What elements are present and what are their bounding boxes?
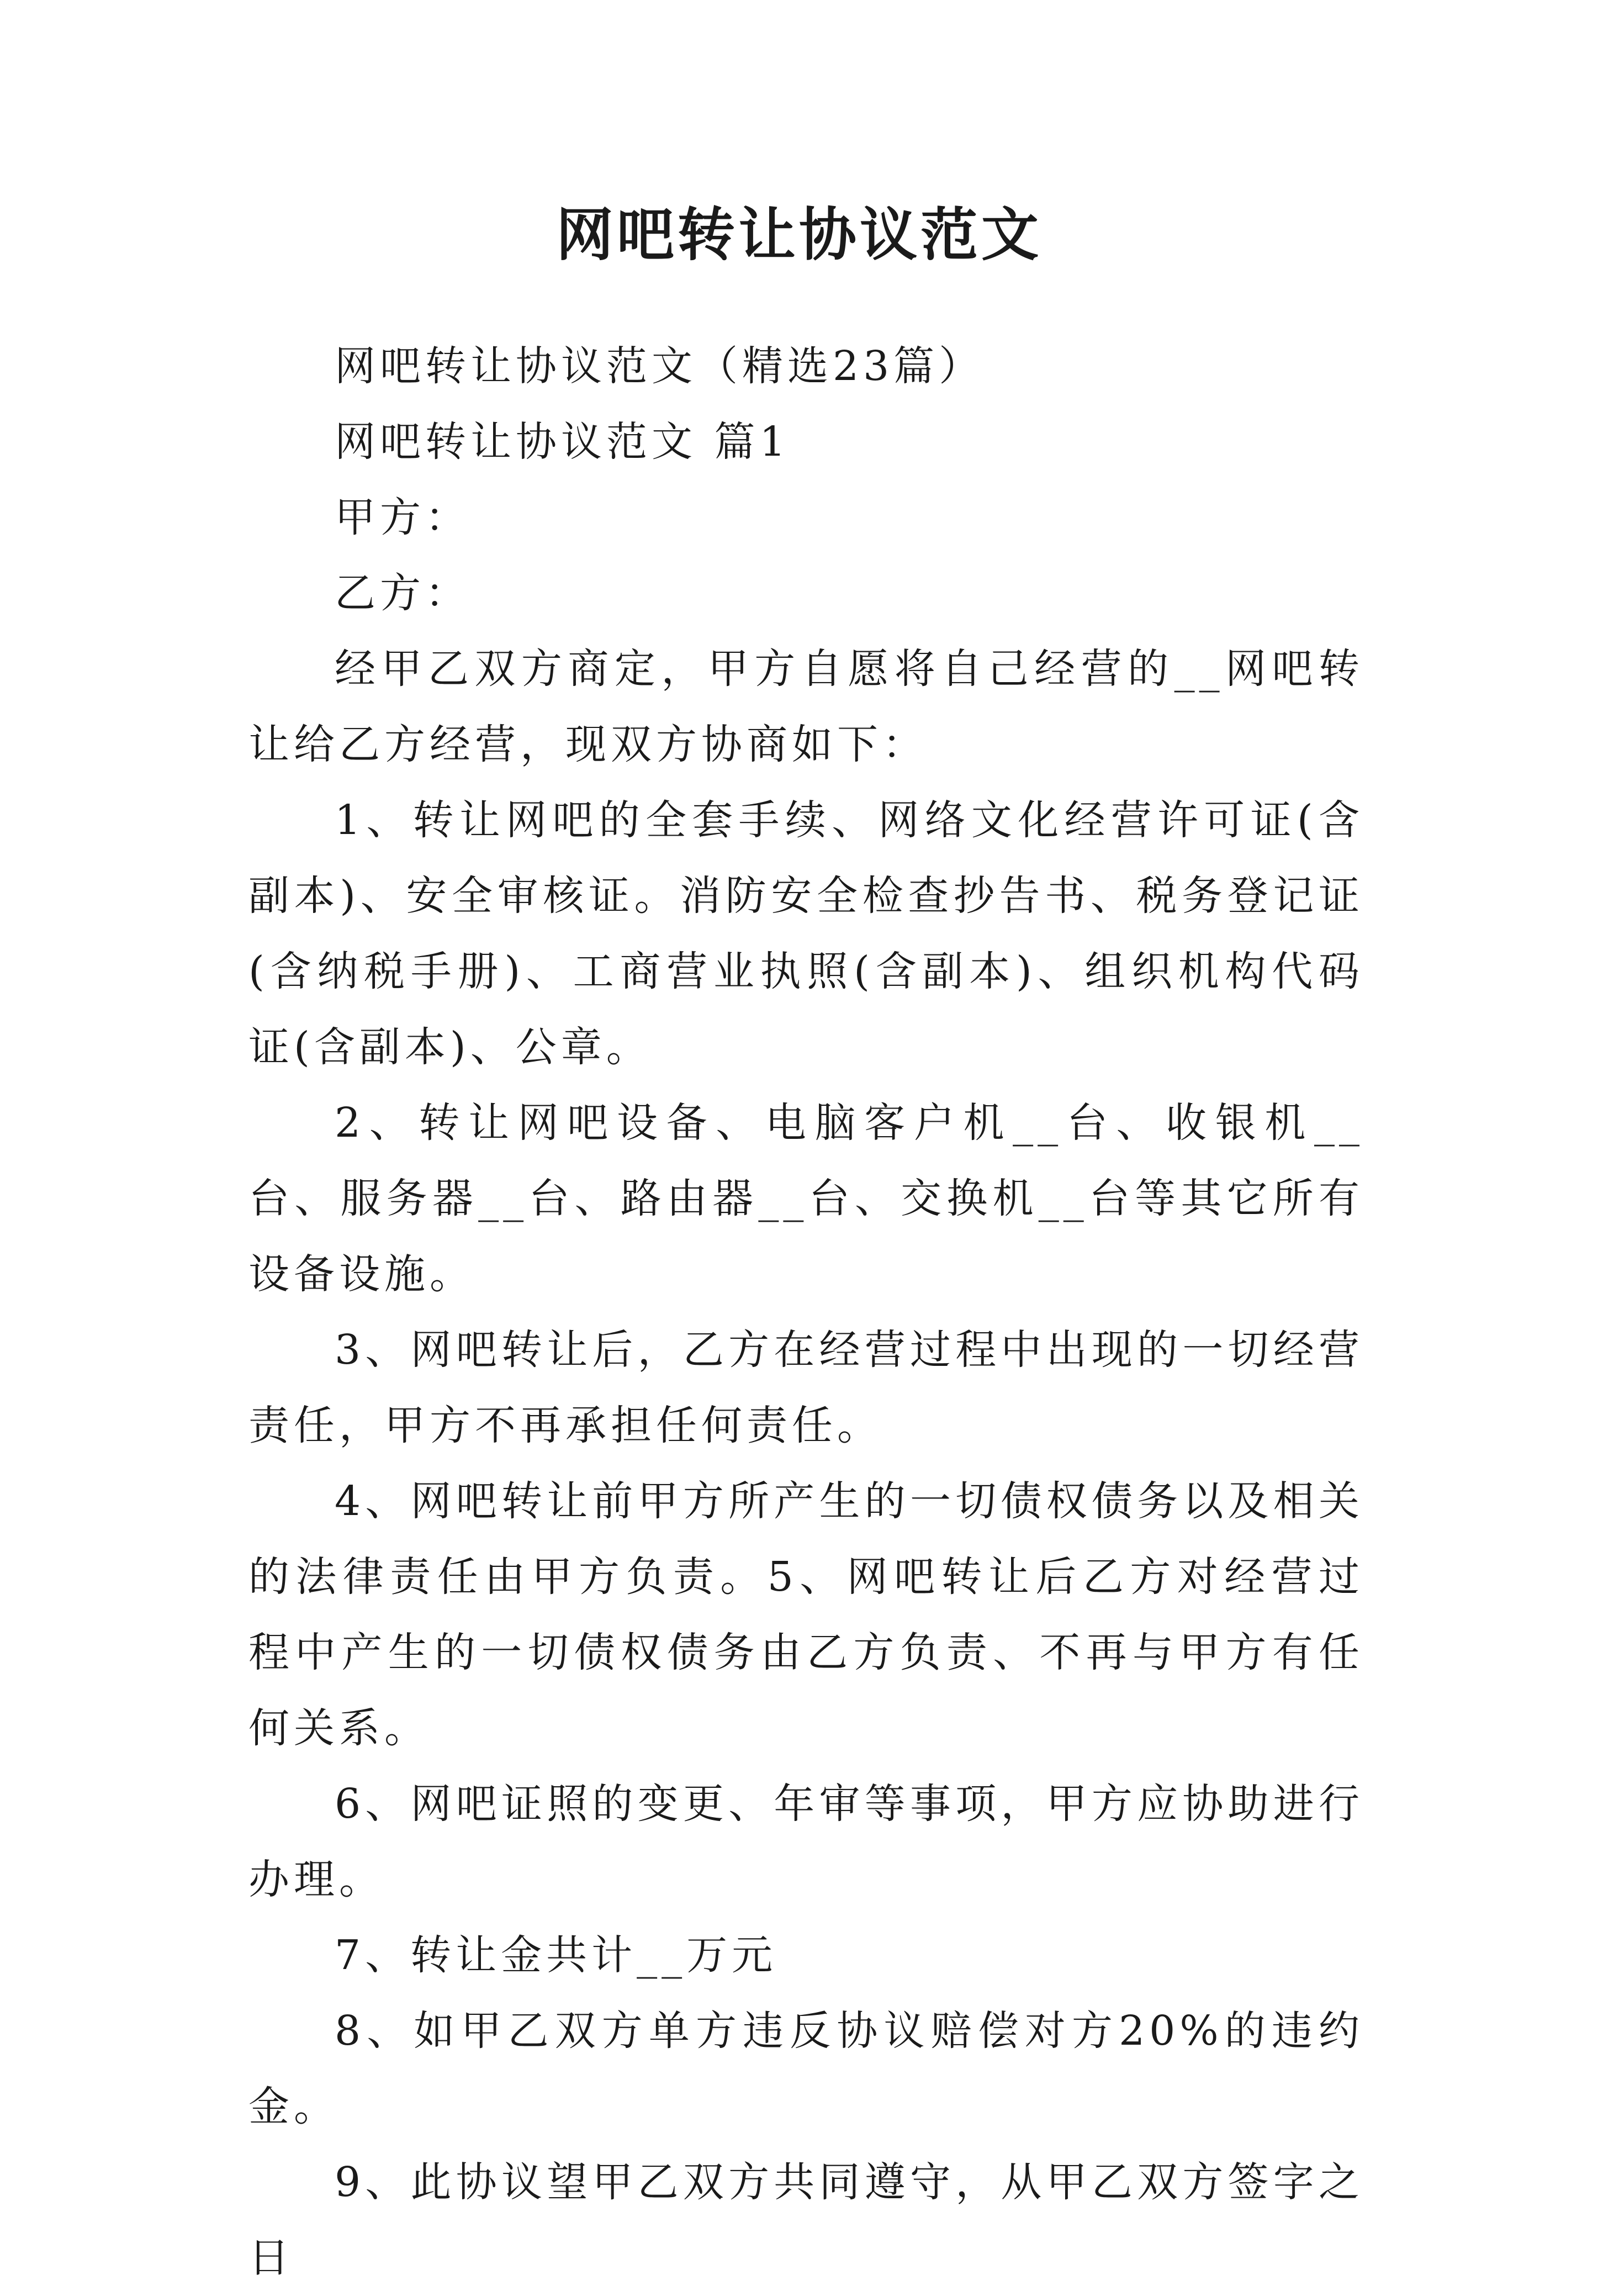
paragraph-clause-9: 9、此协议望甲乙双方共同遵守，从甲乙双方签字之日 (248, 2158, 1364, 2282)
paragraph-clause-6: 6、网吧证照的变更、年审等事项，甲方应协助进行办理。 (248, 1780, 1364, 1903)
paragraph-party-a: 甲方： (335, 494, 470, 541)
paragraph-clause-8: 8、如甲乙双方单方违反协议赔偿对方20%的违约金。 (248, 2007, 1364, 2130)
document-body (248, 329, 1364, 2296)
paragraph-clause-2: 2、转让网吧设备、电脑客户机__台、收银机__台、服务器__台、路由器__台、交换机__台等其它所有设备设施。 (248, 1099, 1364, 1298)
paragraph-section-heading: 网吧转让协议范文 篇1 (335, 418, 790, 466)
document-title: 网吧转让协议范文 (555, 200, 1042, 268)
paragraph-clause-1: 1、转让网吧的全套手续、网络文化经营许可证(含副本)、安全审核证。消防安全检查抄告书、税务登记证(含纳税手册)、工商营业执照(含副本)、组织机构代码证(含副本)、公章。 (248, 796, 1364, 1071)
paragraph-subtitle: 网吧转让协议范文（精选23篇） (335, 342, 985, 390)
paragraph-clause-7: 7、转让金共计__万元 (335, 1931, 777, 1979)
paragraph-clause-4-5: 4、网吧转让前甲方所产生的一切债权债务以及相关的法律责任由甲方负责。5、网吧转让后乙方对经营过程中产生的一切债权债务由乙方负责、不再与甲方有任何关系。 (248, 1477, 1364, 1752)
paragraph-preamble: 经甲乙双方商定，甲方自愿将自己经营的__网吧转让给乙方经营，现双方协商如下： (248, 645, 1364, 768)
paragraph-clause-3: 3、网吧转让后，乙方在经营过程中出现的一切经营责任，甲方不再承担任何责任。 (248, 1326, 1364, 1449)
paragraph-party-b: 乙方： (335, 569, 470, 617)
